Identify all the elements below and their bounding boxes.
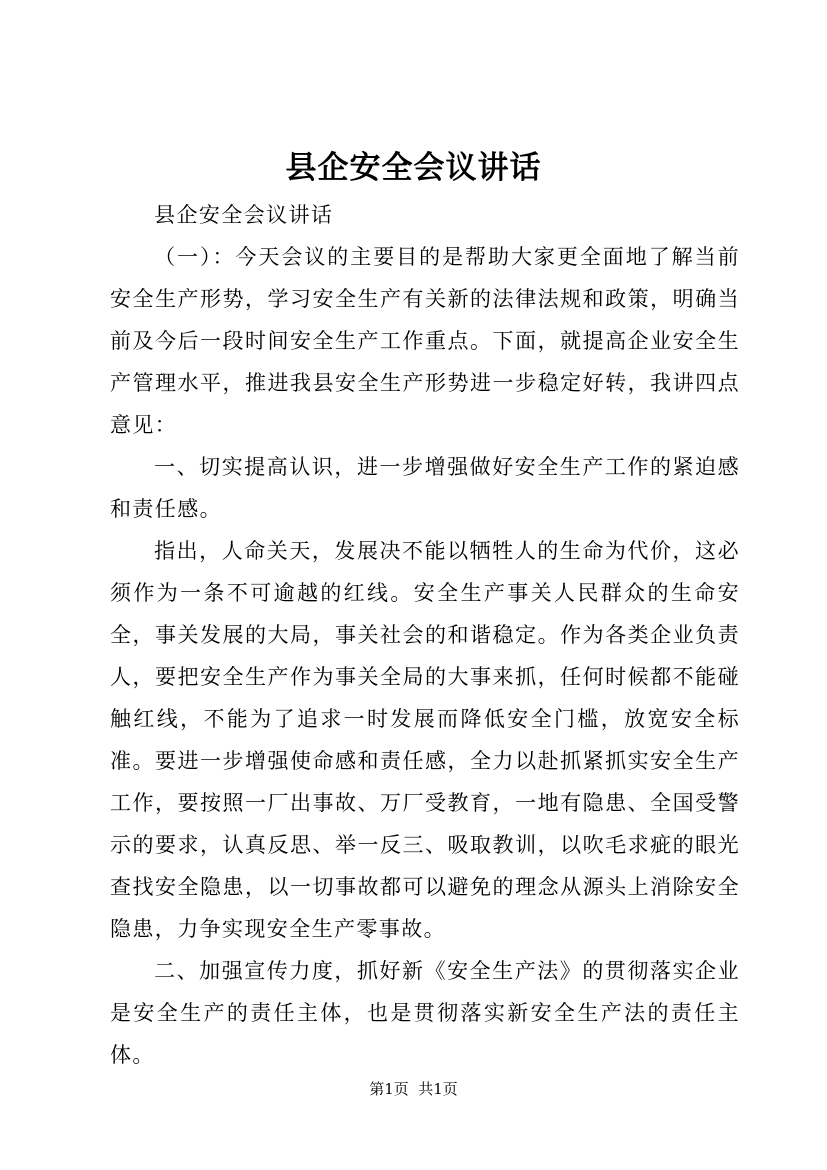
document-title: 县企安全会议讲话: [285, 150, 542, 186]
paragraph-section-one-body: 指出，人命关天，发展决不能以牺牲人的生命为代价，这必须作为一条不可逾越的红线。安全生产事关人民群众的生命安全，事关发展的大局，事关社会的和谐稳定。作为各类企业负责人，要把安全生产作为事关全局的大事来抓，任何时候都不能碰触红线，不能为了追求一时发展而降低安全门槛，放宽安全标准。要进一步增强使命感和责任感，全力以赴抓紧抓实安全生产工作，要按照一厂出事故、万厂受教育，一地有隐患、全国受警示的要求，认真反思、举一反三、吸取教训，以吹毛求疵的眼光查找安全隐患，以一切事故都可以避免的理念从源头上消除安全隐患，力争实现安全生产零事故。: [110, 539, 740, 941]
paragraph-section-two: 二、加强宣传力度，抓好新《安全生产法》的贯彻落实企业是安全生产的责任主体，也是贯彻落实新安全生产法的责任主体。: [110, 959, 740, 1067]
page-footer: [0, 1078, 827, 1100]
page-number-label: 第1页 共1页: [369, 1080, 458, 1098]
document-body: [110, 194, 740, 1076]
paragraph-intro: （一）：今天会议的主要目的是帮助大家更全面地了解当前安全生产形势，学习安全生产有关新的法律法规和政策，明确当前及今后一段时间安全生产工作重点。下面，就提高企业安全生产管理水平，推进我县安全生产形势进一步稳定好转，我讲四点意见：: [110, 245, 740, 437]
paragraph-subtitle: 县企安全会议讲话: [154, 203, 334, 227]
paragraph-section-one-heading: 一、切实提高认识，进一步增强做好安全生产工作的紧迫感和责任感。: [110, 455, 740, 521]
